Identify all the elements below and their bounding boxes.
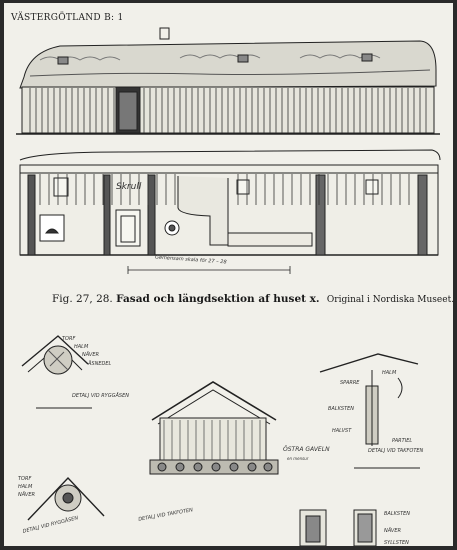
label-wall-a: SPARRE [340,380,360,386]
label-wall-d: HALVST [332,428,352,434]
gable-drawing [150,382,278,474]
turf-roof [20,41,436,88]
section-roofline [20,150,440,160]
label-post-b: NÄVER [384,528,401,534]
label-ridge2-c: NÄVER [18,492,35,498]
chimney [160,28,169,39]
label-wall-c: BALKSTEN [328,406,355,412]
label-ridge2-b: HALM [18,484,33,490]
inner-door [116,210,140,246]
label-ridge2-a: TORF [18,476,32,482]
gable-scale: en mensur [287,456,309,461]
inner-room-label: Skrull [116,182,142,192]
label-wall-e: PARTIEL [392,438,413,444]
scale-note: Gemensam skala för 27 – 28 [154,254,227,266]
label-eaves: HALM [74,344,89,350]
label-plank: NÄVER [82,352,99,358]
region-header: VÄSTERGÖTLAND B: 1 [11,13,124,23]
figure-source: Original i Nordiska Museet. [326,295,455,305]
label-wall-b: HALM [382,370,397,376]
post-details [300,510,376,546]
gable-caption: ÖSTRA GAVELN [283,446,330,453]
label-post-a: BALKSTEN [384,511,411,517]
label-post-c: SYLLSTEN [384,540,409,546]
label-roof: TORF [62,336,76,342]
wall-detail-caption: DETALJ VID TAKFOTEN [368,448,424,454]
ridge2-detail-caption: DETALJ VID RYGGÅSEN [22,515,79,535]
label-wall: ÅSNEDEL [88,361,112,367]
figure-number: Fig. 27, 28. [52,293,113,305]
figure-caption [52,293,454,305]
figure-title: Fasad och längdsektion af huset x. [116,293,320,305]
ridge-detail-caption: DETALJ VID RYGGÅSEN [72,393,129,399]
ridge-detail-lower [28,478,104,520]
post-detail-caption: DETALJ VID TAKFOTEN [137,507,194,523]
